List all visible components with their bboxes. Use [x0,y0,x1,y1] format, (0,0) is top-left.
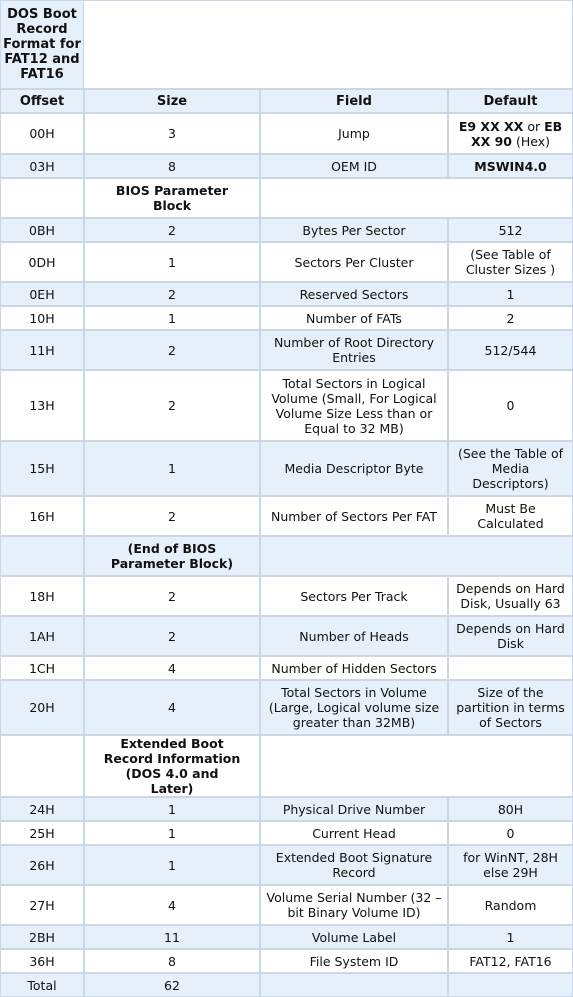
field-cell: Number of Hidden Sectors [260,656,448,680]
table-row [0,306,573,330]
title-spacer [84,0,573,89]
section-row [0,536,573,576]
default-cell: Depends on Hard Disk, Usually 63 [448,576,573,616]
total-size: 62 [84,973,260,997]
default-cell: 80H [448,797,573,821]
table-row [0,242,573,282]
offset-cell: 1CH [0,656,84,680]
size-cell: 2 [84,218,260,242]
offset-cell: 36H [0,949,84,973]
table-row [0,576,573,616]
empty-cell [0,735,84,797]
field-cell: Physical Drive Number [260,797,448,821]
field-cell: Number of FATs [260,306,448,330]
field-cell: Total Sectors in Logical Volume (Small, For Logical Volume Size Less than or Equal to 32 MB) [260,370,448,441]
size-cell: 4 [84,656,260,680]
default-cell: Random [448,885,573,925]
offset-cell: 1AH [0,616,84,656]
default-cell: Must Be Calculated [448,496,573,536]
offset-cell: 03H [0,154,84,178]
table-title: DOS Boot Record Format for FAT12 and FAT16 [0,0,84,89]
size-cell: 1 [84,306,260,330]
title-row [0,0,573,89]
field-cell: Volume Serial Number (32 – bit Binary Volume ID) [260,885,448,925]
default-mid-part: or [523,118,545,134]
offset-cell: 11H [0,330,84,370]
field-cell: Jump [260,113,448,154]
table-row [0,949,573,973]
field-cell: OEM ID [260,154,448,178]
table-row [0,154,573,178]
size-cell: 2 [84,616,260,656]
size-cell: 8 [84,949,260,973]
size-cell: 1 [84,845,260,885]
default-bold-part: EB XX 90 [470,118,563,149]
field-cell: Extended Boot Signature Record [260,845,448,885]
size-cell: 2 [84,496,260,536]
field-cell: Current Head [260,821,448,845]
offset-cell: 13H [0,370,84,441]
field-cell [260,973,448,997]
table-row [0,496,573,536]
default-cell: 1 [448,282,573,306]
default-cell: MSWIN4.0 [448,154,573,178]
size-cell: 4 [84,680,260,735]
table-row [0,616,573,656]
offset-cell: 24H [0,797,84,821]
field-cell: Reserved Sectors [260,282,448,306]
empty-cell [260,735,573,797]
default-cell: 512 [448,218,573,242]
table-row [0,797,573,821]
table-row [0,845,573,885]
table-row [0,656,573,680]
size-cell: 1 [84,441,260,496]
field-cell: File System ID [260,949,448,973]
empty-cell [0,536,84,576]
section-title: Extended Boot Record Information (DOS 4.0 and Later) [84,735,260,797]
section-row [0,735,573,797]
empty-cell [260,536,573,576]
offset-cell: 16H [0,496,84,536]
empty-cell [0,178,84,218]
size-cell: 4 [84,885,260,925]
default-cell: 0 [448,821,573,845]
header-size: Size [84,89,260,113]
offset-cell: 2BH [0,925,84,949]
default-cell: Depends on Hard Disk [448,616,573,656]
table-row [0,441,573,496]
offset-cell: 26H [0,845,84,885]
default-cell: 2 [448,306,573,330]
empty-cell [260,178,573,218]
field-cell: Number of Root Directory Entries [260,330,448,370]
field-cell: Media Descriptor Byte [260,441,448,496]
offset-cell: 27H [0,885,84,925]
table-row [0,370,573,441]
offset-cell: 15H [0,441,84,496]
field-cell: Volume Label [260,925,448,949]
header-offset: Offset [0,89,84,113]
offset-cell: 0EH [0,282,84,306]
field-cell: Sectors Per Cluster [260,242,448,282]
table-row [0,821,573,845]
size-cell: 3 [84,113,260,154]
offset-cell: 00H [0,113,84,154]
section-title: (End of BIOS Parameter Block) [84,536,260,576]
header-default: Default [448,89,573,113]
size-cell: 1 [84,797,260,821]
default-cell [448,656,573,680]
size-cell: 2 [84,370,260,441]
default-cell: 512/544 [448,330,573,370]
table-row [0,885,573,925]
offset-cell: 10H [0,306,84,330]
header-row [0,89,573,113]
size-cell: 2 [84,330,260,370]
size-cell: 2 [84,282,260,306]
offset-cell: 25H [0,821,84,845]
default-cell: (See the Table of Media Descriptors) [448,441,573,496]
default-cell: Size of the partition in terms of Sectors [448,680,573,735]
table-row [0,925,573,949]
size-cell: 1 [84,821,260,845]
size-cell: 1 [84,242,260,282]
section-title: BIOS Parameter Block [84,178,260,218]
field-cell: Bytes Per Sector [260,218,448,242]
field-cell: Sectors Per Track [260,576,448,616]
section-row [0,178,573,218]
field-cell: Total Sectors in Volume (Large, Logical volume size greater than 32MB) [260,680,448,735]
size-cell: 11 [84,925,260,949]
default-cell [448,113,573,154]
size-cell: 8 [84,154,260,178]
offset-cell: 0DH [0,242,84,282]
size-cell: 2 [84,576,260,616]
table-row [0,680,573,735]
header-field: Field [260,89,448,113]
table-row [0,218,573,242]
total-row [0,973,573,997]
default-cell: 0 [448,370,573,441]
field-cell: Number of Heads [260,616,448,656]
total-label: Total [0,973,84,997]
table-row [0,113,573,154]
default-cell [448,973,573,997]
table-row [0,282,573,306]
offset-cell: 0BH [0,218,84,242]
default-cell: for WinNT, 28H else 29H [448,845,573,885]
default-bold-part: E9 XX XX [458,118,524,134]
offset-cell: 18H [0,576,84,616]
default-cell: 1 [448,925,573,949]
default-cell: FAT12, FAT16 [448,949,573,973]
default-cell: (See Table of Cluster Sizes ) [448,242,573,282]
default-tail-part: (Hex) [512,133,551,149]
table-row [0,330,573,370]
offset-cell: 20H [0,680,84,735]
field-cell: Number of Sectors Per FAT [260,496,448,536]
